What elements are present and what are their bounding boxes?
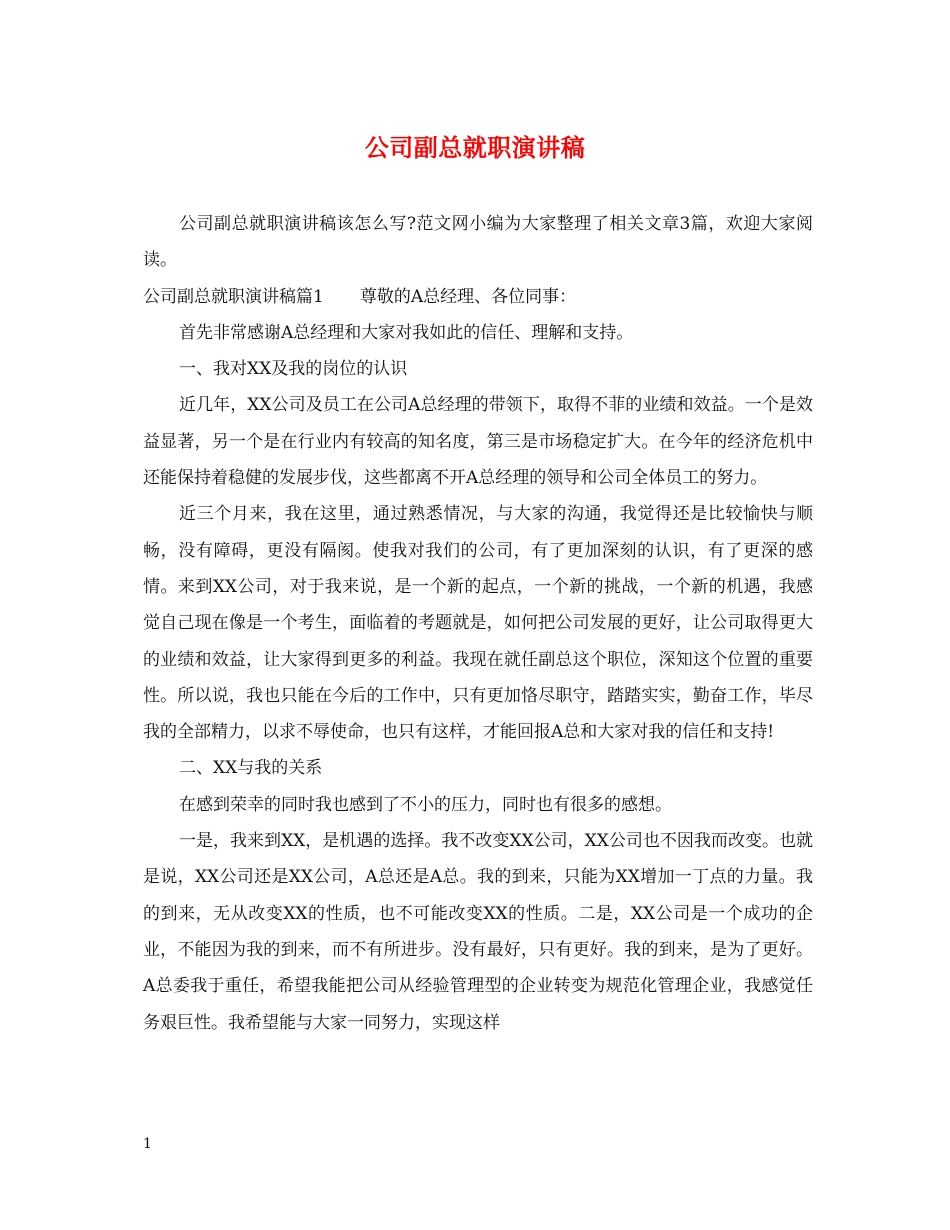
section-label: 公司副总就职演讲稿篇1	[143, 286, 324, 307]
document-title: 公司副总就职演讲稿	[364, 133, 586, 162]
body-paragraph: 近三个月来，我在这里，通过熟悉情况，与大家的沟通，我觉得还是比较愉快与顺畅，没有障碍，更没有隔阂。使我对我们的公司，有了更加深刻的认识，有了更深的感情。来到XX公司，对于我来说，是一个新的起点，一个新的挑战，一个新的机遇，我感觉自己现在像是一个考生，面临着的考题就是，如何把公司发展的更好，让公司取得更大的业绩和效益，让大家得到更多的利益。我现在就任副总这个职位，深知这个位置的重要性。所以说，我也只能在今后的工作中，只有更加恪尽职守，踏踏实实，勤奋工作，毕尽我的全部精力，以求不辱使命，也只有这样，才能回报A总和大家对我的信任和支持!	[143, 504, 813, 743]
body-paragraph: 在感到荣幸的同时我也感到了不小的压力，同时也有很多的感想。	[179, 794, 672, 815]
heading-line	[143, 279, 813, 315]
page-number: 1	[143, 1136, 152, 1152]
intro-paragraph: 公司副总就职演讲稿该怎么写?范文网小编为大家整理了相关文章3篇，欢迎大家阅读。	[143, 214, 813, 271]
document-body	[143, 206, 813, 1041]
section-heading: 一、我对XX及我的岗位的认识	[179, 359, 408, 380]
body-paragraph: 首先非常感谢A总经理和大家对我如此的信任、理解和支持。	[179, 322, 634, 343]
body-paragraph: 一是，我来到XX，是机遇的选择。我不改变XX公司，XX公司也不因我而改变。也就是说，XX公司还是XX公司，A总还是A总。我的到来，只能为XX增加一丁点的力量。我的到来，无从改变XX的性质，也不可能改变XX的性质。二是，XX公司是一个成功的企业，不能因为我的到来，而不有所进步。没有最好，只有更好。我的到来，是为了更好。A总委我于重任，希望我能把公司从经验管理型的企业转变为规范化管理企业，我感觉任务艰巨性。我希望能与大家一同努力，实现这样	[143, 831, 813, 1033]
body-paragraph: 近几年，XX公司及员工在公司A总经理的带领下，取得不菲的业绩和效益。一个是效益显著，另一个是在行业内有较高的知名度，第三是市场稳定扩大。在今年的经济危机中还能保持着稳健的发展步伐，这些都离不开A总经理的领导和公司全体员工的努力。	[143, 395, 813, 489]
salutation: 尊敬的A总经理、各位同事：	[359, 286, 577, 307]
section-heading: 二、XX与我的关系	[179, 758, 323, 779]
